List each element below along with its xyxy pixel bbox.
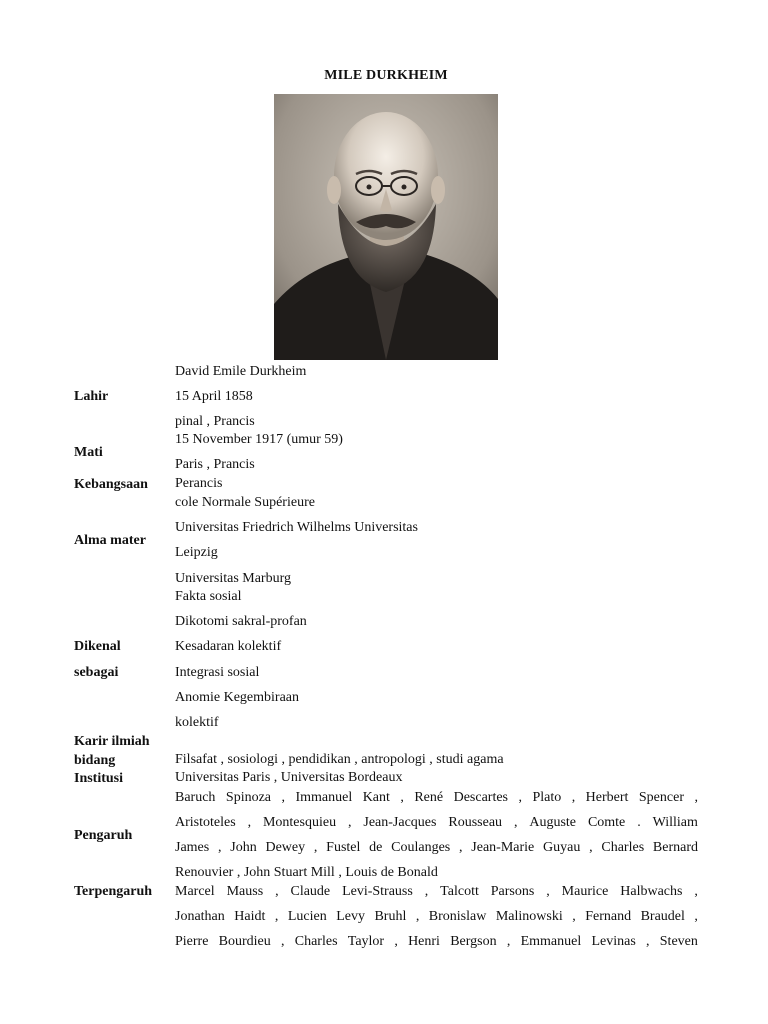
word: Fustel [326,840,361,855]
word: Descartes [453,790,508,805]
word: , [694,884,698,899]
word: , [281,934,285,949]
full-name: David Emile Durkheim [175,364,307,379]
word: , [217,840,222,855]
word: Herbert [585,790,629,805]
word: , [459,840,463,855]
terpengaruh-label: Terpengaruh [74,884,153,899]
alma-mater-1: cole Normale Supérieure [175,495,315,510]
word: Rousseau [448,815,503,830]
word: Bergson [450,934,497,949]
dikenal-3: Kesadaran kolektif [175,639,282,654]
word: , [694,790,698,805]
word: James [175,840,210,855]
institusi-value: Universitas Paris , Universitas Bordeaux [175,770,403,785]
word: , [546,884,550,899]
word: Charles [601,840,645,855]
word: , [589,840,593,855]
lahir-date: 15 April 1858 [175,389,253,404]
word: Talcott [440,884,479,899]
alma-mater-label: Alma mater [74,533,146,548]
word: Emmanuel [520,934,582,949]
word: , [400,790,404,805]
word: Bernard [652,840,698,855]
word: de [369,840,383,855]
word: John [230,840,257,855]
word: Levinas [591,934,636,949]
dikenal-2: Dikotomi sakral-profan [175,614,307,629]
karir-label-1: Karir ilmiah [74,734,150,749]
word: Aristoteles [175,815,236,830]
pengaruh-line-2 [175,814,698,831]
word: Jean-Jacques [363,815,437,830]
word: Malinowski [495,909,563,924]
word: Bruhl [374,909,407,924]
word: Charles [294,934,338,949]
portrait-photo [274,94,498,360]
word: Bronislaw [428,909,487,924]
word: , [518,790,522,805]
word: William [652,815,698,830]
word: Coulanges [391,840,451,855]
mati-place: Paris , Prancis [175,457,255,472]
word: Haidt [234,909,266,924]
word: , [415,909,420,924]
word: Claude [290,884,331,899]
word: Dewey [265,840,306,855]
mati-label: Mati [74,445,103,460]
word: , [646,934,650,949]
kebangsaan-label: Kebangsaan [74,477,148,492]
word: Levi-Strauss [342,884,413,899]
terpengaruh-line-2 [175,908,698,925]
terpengaruh-line-3 [175,933,698,950]
word: , [513,815,518,830]
pengaruh-line-1 [175,789,698,806]
word: Taylor [347,934,385,949]
kebangsaan-value: Perancis [175,476,223,491]
word: Guyau [543,840,581,855]
word: Auguste [529,815,577,830]
word: Halbwachs [620,884,683,899]
word: Bourdieu [218,934,271,949]
word: Immanuel [295,790,353,805]
word: Mauss [226,884,264,899]
word: Lucien [287,909,327,924]
pengaruh-line-3 [175,839,698,856]
word: Parsons [490,884,535,899]
lahir-label: Lahir [74,389,109,404]
word: , [275,884,279,899]
dikenal-4: Integrasi sosial [175,665,260,680]
dikenal-1: Fakta sosial [175,589,242,604]
word: , [394,934,398,949]
word: , [694,909,698,924]
alma-mater-4: Universitas Marburg [175,571,291,586]
page-title: MILE DURKHEIM [324,68,448,83]
dikenal-6: kolektif [175,715,219,730]
word: Levy [336,909,365,924]
word: René [414,790,444,805]
word: Maurice [561,884,609,899]
word: Kant [362,790,390,805]
word: Montesquieu [262,815,337,830]
alma-mater-3: Leipzig [175,545,218,560]
word: , [424,884,429,899]
word: Henri [408,934,440,949]
dikenal-label-1: Dikenal [74,639,121,654]
word: , [247,815,252,830]
word: Pierre [175,934,209,949]
word: , [347,815,352,830]
word: Plato [532,790,562,805]
word: Marcel [175,884,215,899]
word: Baruch [175,790,216,805]
word: Comte [587,815,626,830]
dikenal-5: Anomie Kegembiraan [175,690,300,705]
terpengaruh-line-1 [175,883,698,900]
pengaruh-label: Pengaruh [74,828,133,843]
word: , [313,840,318,855]
word: Jean-Marie [471,840,535,855]
institusi-label: Institusi [74,771,124,786]
dikenal-label-2: sebagai [74,665,119,680]
word: , [506,934,511,949]
word: Fernand [585,909,632,924]
word: Steven [659,934,698,949]
pengaruh-line-4: Renouvier , John Stuart Mill , Louis de Bonald [175,865,438,880]
word: Spinoza [225,790,272,805]
karir-value: Filsafat , sosiologi , pendidikan , antropologi , studi agama [175,752,504,767]
word: , [571,790,576,805]
lahir-place: pinal , Prancis [175,414,255,429]
word: . [637,815,641,830]
word: Braudel [640,909,685,924]
mati-date: 15 November 1917 (umur 59) [175,432,343,447]
karir-label-2: bidang [74,753,116,768]
word: , [274,909,279,924]
word: Jonathan [175,909,225,924]
alma-mater-2: Universitas Friedrich Wilhelms Universitas [175,520,418,535]
word: , [281,790,285,805]
word: , [572,909,576,924]
word: Spencer [638,790,684,805]
